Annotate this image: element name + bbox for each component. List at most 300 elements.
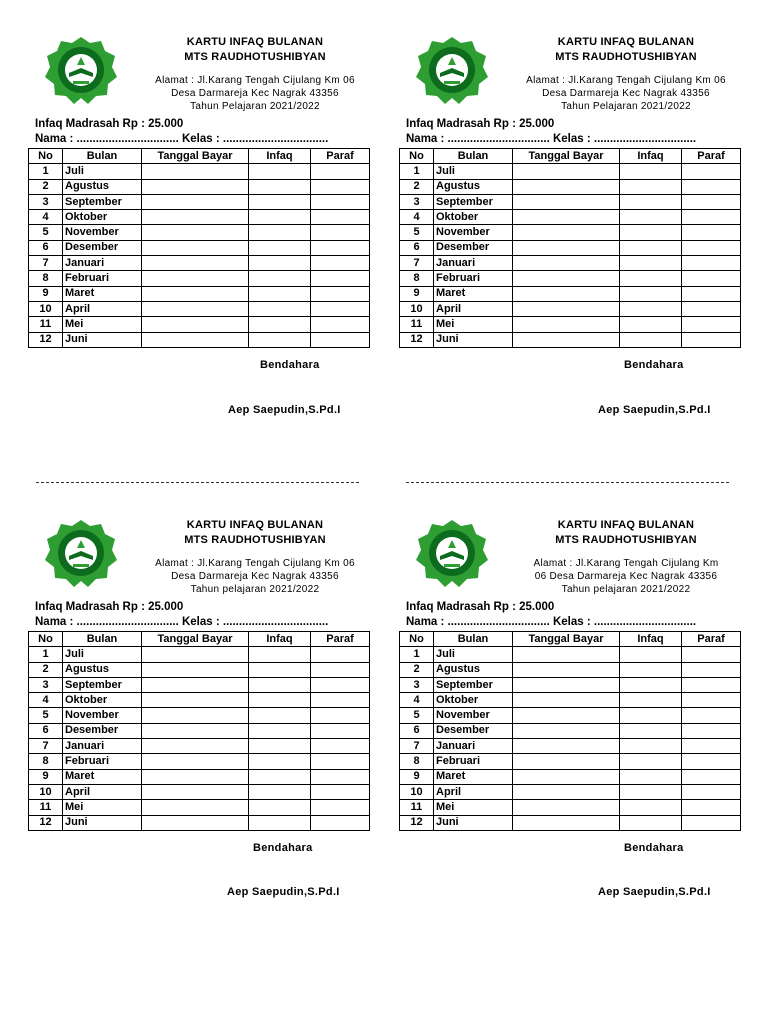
date-cell[interactable] bbox=[513, 739, 620, 754]
date-cell[interactable] bbox=[142, 194, 249, 209]
month-cell: November bbox=[63, 708, 142, 723]
date-cell[interactable] bbox=[513, 784, 620, 799]
signature-cell[interactable] bbox=[311, 815, 370, 830]
date-cell[interactable] bbox=[142, 723, 249, 738]
signature-cell[interactable] bbox=[311, 800, 370, 815]
date-cell[interactable] bbox=[513, 754, 620, 769]
date-cell[interactable] bbox=[513, 179, 620, 194]
date-cell[interactable] bbox=[513, 194, 620, 209]
amount-cell[interactable] bbox=[620, 271, 682, 286]
row-number: 2 bbox=[400, 662, 434, 677]
signature-cell[interactable] bbox=[311, 708, 370, 723]
date-cell[interactable] bbox=[513, 225, 620, 240]
row-number: 3 bbox=[400, 194, 434, 209]
amount-cell[interactable] bbox=[249, 784, 311, 799]
month-cell: Oktober bbox=[63, 210, 142, 225]
date-cell[interactable] bbox=[513, 210, 620, 225]
amount-cell[interactable] bbox=[620, 332, 682, 347]
row-number: 10 bbox=[400, 784, 434, 799]
amount-cell[interactable] bbox=[249, 225, 311, 240]
row-number: 5 bbox=[400, 708, 434, 723]
amount-cell[interactable] bbox=[249, 179, 311, 194]
school-logo-icon bbox=[41, 518, 121, 588]
month-cell: November bbox=[434, 225, 513, 240]
month-cell: Maret bbox=[63, 769, 142, 784]
month-cell: Desember bbox=[63, 723, 142, 738]
month-cell: Januari bbox=[63, 256, 142, 271]
date-cell[interactable] bbox=[513, 240, 620, 255]
payment-table bbox=[399, 631, 741, 831]
signature-cell[interactable] bbox=[682, 317, 741, 332]
row-number: 9 bbox=[29, 769, 63, 784]
signature-cell[interactable] bbox=[682, 708, 741, 723]
month-cell: Oktober bbox=[434, 693, 513, 708]
month-cell: Juni bbox=[434, 815, 513, 830]
date-cell[interactable] bbox=[513, 301, 620, 316]
row-number: 3 bbox=[29, 194, 63, 209]
amount-cell[interactable] bbox=[249, 194, 311, 209]
row-number: 7 bbox=[29, 739, 63, 754]
date-cell[interactable] bbox=[142, 271, 249, 286]
table-row bbox=[400, 225, 741, 240]
amount-cell[interactable] bbox=[249, 769, 311, 784]
row-number: 11 bbox=[400, 800, 434, 815]
row-number: 9 bbox=[400, 769, 434, 784]
signature-cell[interactable] bbox=[682, 754, 741, 769]
date-cell[interactable] bbox=[142, 240, 249, 255]
row-number: 11 bbox=[29, 317, 63, 332]
school-name: MTS RAUDHOTUSHIBYAN bbox=[184, 51, 326, 63]
amount-cell[interactable] bbox=[620, 754, 682, 769]
treasurer-name: Aep Saepudin,S.Pd.I bbox=[228, 404, 341, 416]
table-header-row bbox=[29, 149, 370, 164]
payment-table bbox=[399, 148, 741, 348]
amount-cell[interactable] bbox=[249, 815, 311, 830]
row-number: 10 bbox=[29, 301, 63, 316]
date-cell[interactable] bbox=[142, 754, 249, 769]
signature-cell[interactable] bbox=[682, 194, 741, 209]
table-row bbox=[29, 677, 370, 692]
date-cell[interactable] bbox=[513, 693, 620, 708]
date-cell[interactable] bbox=[142, 662, 249, 677]
row-number: 2 bbox=[400, 179, 434, 194]
date-cell[interactable] bbox=[513, 800, 620, 815]
row-number: 2 bbox=[29, 662, 63, 677]
name-class-line: Nama : ................................ Kelas : ................................ bbox=[406, 133, 697, 145]
amount-cell[interactable] bbox=[620, 662, 682, 677]
signature-cell[interactable] bbox=[311, 225, 370, 240]
signature-cell[interactable] bbox=[311, 210, 370, 225]
signature-cell[interactable] bbox=[311, 286, 370, 301]
amount-cell[interactable] bbox=[249, 301, 311, 316]
month-cell: September bbox=[63, 677, 142, 692]
signature-cell[interactable] bbox=[311, 647, 370, 662]
table-row bbox=[400, 317, 741, 332]
address-line: Desa Darmareja Kec Nagrak 43356 bbox=[171, 88, 339, 99]
table-row bbox=[400, 271, 741, 286]
date-cell[interactable] bbox=[142, 301, 249, 316]
date-cell[interactable] bbox=[513, 677, 620, 692]
header-tanggal-bayar: Tanggal Bayar bbox=[513, 149, 620, 164]
payment-table bbox=[28, 148, 370, 348]
header-infaq: Infaq bbox=[620, 149, 682, 164]
month-cell: Mei bbox=[434, 317, 513, 332]
amount-cell[interactable] bbox=[249, 317, 311, 332]
amount-cell[interactable] bbox=[620, 815, 682, 830]
table-row bbox=[29, 179, 370, 194]
table-row bbox=[29, 317, 370, 332]
amount-cell[interactable] bbox=[620, 301, 682, 316]
treasurer-name: Aep Saepudin,S.Pd.I bbox=[227, 886, 340, 898]
table-row bbox=[29, 800, 370, 815]
amount-cell[interactable] bbox=[620, 240, 682, 255]
signature-cell[interactable] bbox=[311, 317, 370, 332]
signature-cell[interactable] bbox=[682, 647, 741, 662]
school-name: MTS RAUDHOTUSHIBYAN bbox=[555, 534, 697, 546]
cut-line bbox=[406, 482, 729, 483]
date-cell[interactable] bbox=[142, 800, 249, 815]
signature-cell[interactable] bbox=[682, 240, 741, 255]
date-cell[interactable] bbox=[142, 739, 249, 754]
treasurer-title: Bendahara bbox=[624, 842, 684, 854]
amount-cell[interactable] bbox=[249, 677, 311, 692]
amount-cell[interactable] bbox=[620, 210, 682, 225]
table-row bbox=[400, 739, 741, 754]
header-bulan: Bulan bbox=[63, 632, 142, 647]
amount-cell[interactable] bbox=[620, 286, 682, 301]
signature-cell[interactable] bbox=[311, 784, 370, 799]
address-line: Desa Darmareja Kec Nagrak 43356 bbox=[542, 88, 710, 99]
amount-cell[interactable] bbox=[620, 784, 682, 799]
school-year: Tahun Pelajaran 2021/2022 bbox=[561, 101, 691, 112]
amount-cell[interactable] bbox=[620, 225, 682, 240]
signature-cell[interactable] bbox=[682, 210, 741, 225]
amount-cell[interactable] bbox=[249, 723, 311, 738]
month-cell: Juni bbox=[63, 332, 142, 347]
month-cell: Maret bbox=[434, 769, 513, 784]
date-cell[interactable] bbox=[513, 271, 620, 286]
school-year: Tahun pelajaran 2021/2022 bbox=[190, 584, 320, 595]
amount-cell[interactable] bbox=[620, 708, 682, 723]
table-row bbox=[400, 723, 741, 738]
row-number: 3 bbox=[400, 677, 434, 692]
signature-cell[interactable] bbox=[311, 662, 370, 677]
amount-cell[interactable] bbox=[249, 739, 311, 754]
header-infaq: Infaq bbox=[620, 632, 682, 647]
table-row bbox=[29, 256, 370, 271]
date-cell[interactable] bbox=[142, 286, 249, 301]
amount-cell[interactable] bbox=[249, 271, 311, 286]
school-logo-icon bbox=[412, 35, 492, 105]
row-number: 6 bbox=[400, 240, 434, 255]
signature-cell[interactable] bbox=[682, 815, 741, 830]
date-cell[interactable] bbox=[142, 317, 249, 332]
month-cell: Februari bbox=[63, 754, 142, 769]
amount-cell[interactable] bbox=[249, 286, 311, 301]
date-cell[interactable] bbox=[513, 332, 620, 347]
school-year: Tahun pelajaran 2021/2022 bbox=[561, 584, 691, 595]
row-number: 9 bbox=[29, 286, 63, 301]
amount-cell[interactable] bbox=[249, 708, 311, 723]
date-cell[interactable] bbox=[513, 815, 620, 830]
amount-cell[interactable] bbox=[249, 164, 311, 179]
signature-cell[interactable] bbox=[682, 769, 741, 784]
name-class-line: Nama : ................................ Kelas : ................................. bbox=[35, 616, 329, 628]
month-cell: April bbox=[63, 301, 142, 316]
name-class-line: Nama : ................................ Kelas : ................................ bbox=[406, 616, 697, 628]
month-cell: Oktober bbox=[434, 210, 513, 225]
row-number: 4 bbox=[400, 210, 434, 225]
header-tanggal-bayar: Tanggal Bayar bbox=[142, 149, 249, 164]
month-cell: Juli bbox=[63, 164, 142, 179]
month-cell: Juli bbox=[434, 164, 513, 179]
date-cell[interactable] bbox=[142, 693, 249, 708]
date-cell[interactable] bbox=[513, 164, 620, 179]
signature-cell[interactable] bbox=[682, 332, 741, 347]
date-cell[interactable] bbox=[513, 662, 620, 677]
amount-cell[interactable] bbox=[249, 800, 311, 815]
amount-cell[interactable] bbox=[620, 723, 682, 738]
table-row bbox=[29, 754, 370, 769]
row-number: 4 bbox=[29, 693, 63, 708]
header-bulan: Bulan bbox=[63, 149, 142, 164]
date-cell[interactable] bbox=[142, 784, 249, 799]
month-cell: Oktober bbox=[63, 693, 142, 708]
month-cell: Februari bbox=[434, 271, 513, 286]
row-number: 6 bbox=[400, 723, 434, 738]
row-number: 1 bbox=[29, 647, 63, 662]
table-row bbox=[29, 647, 370, 662]
address-line: Alamat : Jl.Karang Tengah Cijulang Km bbox=[533, 558, 719, 569]
signature-cell[interactable] bbox=[682, 693, 741, 708]
table-row bbox=[400, 332, 741, 347]
signature-cell[interactable] bbox=[311, 194, 370, 209]
month-cell: Maret bbox=[63, 286, 142, 301]
amount-cell[interactable] bbox=[249, 693, 311, 708]
amount-cell[interactable] bbox=[249, 647, 311, 662]
date-cell[interactable] bbox=[513, 708, 620, 723]
amount-cell[interactable] bbox=[620, 739, 682, 754]
date-cell[interactable] bbox=[142, 210, 249, 225]
row-number: 11 bbox=[29, 800, 63, 815]
date-cell[interactable] bbox=[142, 332, 249, 347]
card-title: KARTU INFAQ BULANAN bbox=[557, 519, 695, 531]
date-cell[interactable] bbox=[513, 256, 620, 271]
header-no: No bbox=[400, 632, 434, 647]
signature-cell[interactable] bbox=[311, 769, 370, 784]
signature-cell[interactable] bbox=[682, 301, 741, 316]
school-name: MTS RAUDHOTUSHIBYAN bbox=[555, 51, 697, 63]
signature-cell[interactable] bbox=[682, 225, 741, 240]
signature-cell[interactable] bbox=[682, 723, 741, 738]
date-cell[interactable] bbox=[513, 317, 620, 332]
date-cell[interactable] bbox=[142, 815, 249, 830]
month-cell: April bbox=[434, 301, 513, 316]
header-bulan: Bulan bbox=[434, 149, 513, 164]
date-cell[interactable] bbox=[142, 677, 249, 692]
signature-cell[interactable] bbox=[682, 739, 741, 754]
amount-cell[interactable] bbox=[620, 179, 682, 194]
date-cell[interactable] bbox=[142, 256, 249, 271]
month-cell: Januari bbox=[434, 739, 513, 754]
signature-cell[interactable] bbox=[682, 286, 741, 301]
table-row bbox=[400, 662, 741, 677]
row-number: 7 bbox=[400, 256, 434, 271]
amount-cell[interactable] bbox=[249, 240, 311, 255]
table-header-row bbox=[400, 149, 741, 164]
row-number: 1 bbox=[29, 164, 63, 179]
month-cell: Januari bbox=[434, 256, 513, 271]
amount-cell[interactable] bbox=[249, 210, 311, 225]
amount-cell[interactable] bbox=[620, 164, 682, 179]
month-cell: Agustus bbox=[434, 662, 513, 677]
date-cell[interactable] bbox=[513, 769, 620, 784]
signature-cell[interactable] bbox=[311, 332, 370, 347]
table-row bbox=[400, 256, 741, 271]
signature-cell[interactable] bbox=[682, 164, 741, 179]
address-line: Desa Darmareja Kec Nagrak 43356 bbox=[171, 571, 339, 582]
table-row bbox=[29, 225, 370, 240]
signature-cell[interactable] bbox=[682, 179, 741, 194]
table-row bbox=[29, 301, 370, 316]
month-cell: Desember bbox=[434, 240, 513, 255]
amount-cell[interactable] bbox=[620, 800, 682, 815]
payment-table bbox=[28, 631, 370, 831]
row-number: 7 bbox=[29, 256, 63, 271]
amount-cell[interactable] bbox=[249, 256, 311, 271]
signature-cell[interactable] bbox=[682, 784, 741, 799]
row-number: 8 bbox=[29, 271, 63, 286]
treasurer-name: Aep Saepudin,S.Pd.I bbox=[598, 404, 711, 416]
month-cell: Juni bbox=[63, 815, 142, 830]
month-cell: Juli bbox=[434, 647, 513, 662]
header-paraf: Paraf bbox=[682, 149, 741, 164]
amount-cell[interactable] bbox=[620, 317, 682, 332]
table-row bbox=[29, 708, 370, 723]
header-bulan: Bulan bbox=[434, 632, 513, 647]
amount-cell[interactable] bbox=[620, 769, 682, 784]
signature-cell[interactable] bbox=[311, 677, 370, 692]
date-cell[interactable] bbox=[142, 708, 249, 723]
infaq-amount: Infaq Madrasah Rp : 25.000 bbox=[406, 601, 555, 613]
amount-cell[interactable] bbox=[620, 647, 682, 662]
table-row bbox=[29, 769, 370, 784]
signature-cell[interactable] bbox=[682, 271, 741, 286]
cut-line bbox=[36, 482, 359, 483]
month-cell: Juni bbox=[434, 332, 513, 347]
amount-cell[interactable] bbox=[620, 677, 682, 692]
table-row bbox=[400, 194, 741, 209]
amount-cell[interactable] bbox=[249, 754, 311, 769]
table-row bbox=[400, 708, 741, 723]
date-cell[interactable] bbox=[142, 179, 249, 194]
amount-cell[interactable] bbox=[249, 332, 311, 347]
month-cell: Mei bbox=[63, 317, 142, 332]
signature-cell[interactable] bbox=[682, 677, 741, 692]
signature-cell[interactable] bbox=[311, 256, 370, 271]
amount-cell[interactable] bbox=[620, 194, 682, 209]
amount-cell[interactable] bbox=[249, 662, 311, 677]
signature-cell[interactable] bbox=[311, 693, 370, 708]
date-cell[interactable] bbox=[142, 647, 249, 662]
signature-cell[interactable] bbox=[682, 256, 741, 271]
date-cell[interactable] bbox=[142, 164, 249, 179]
table-row bbox=[400, 210, 741, 225]
row-number: 4 bbox=[29, 210, 63, 225]
table-row bbox=[29, 271, 370, 286]
month-cell: September bbox=[434, 677, 513, 692]
month-cell: Maret bbox=[434, 286, 513, 301]
infaq-amount: Infaq Madrasah Rp : 25.000 bbox=[35, 118, 184, 130]
month-cell: Agustus bbox=[63, 179, 142, 194]
table-row bbox=[29, 210, 370, 225]
signature-cell[interactable] bbox=[311, 754, 370, 769]
month-cell: September bbox=[63, 194, 142, 209]
row-number: 11 bbox=[400, 317, 434, 332]
table-row bbox=[29, 693, 370, 708]
amount-cell[interactable] bbox=[620, 693, 682, 708]
date-cell[interactable] bbox=[142, 769, 249, 784]
signature-cell[interactable] bbox=[311, 179, 370, 194]
infaq-card-2 bbox=[406, 25, 751, 470]
date-cell[interactable] bbox=[142, 225, 249, 240]
table-row bbox=[29, 723, 370, 738]
table-row bbox=[29, 194, 370, 209]
row-number: 3 bbox=[29, 677, 63, 692]
date-cell[interactable] bbox=[513, 723, 620, 738]
table-row bbox=[400, 179, 741, 194]
header-paraf: Paraf bbox=[311, 149, 370, 164]
school-name: MTS RAUDHOTUSHIBYAN bbox=[184, 534, 326, 546]
row-number: 4 bbox=[400, 693, 434, 708]
signature-cell[interactable] bbox=[311, 271, 370, 286]
signature-cell[interactable] bbox=[311, 739, 370, 754]
signature-cell[interactable] bbox=[311, 723, 370, 738]
signature-cell[interactable] bbox=[311, 240, 370, 255]
month-cell: Mei bbox=[63, 800, 142, 815]
date-cell[interactable] bbox=[513, 647, 620, 662]
month-cell: Januari bbox=[63, 739, 142, 754]
month-cell: April bbox=[63, 784, 142, 799]
signature-cell[interactable] bbox=[682, 662, 741, 677]
header-no: No bbox=[29, 632, 63, 647]
month-cell: November bbox=[63, 225, 142, 240]
treasurer-title: Bendahara bbox=[624, 359, 684, 371]
month-cell: Mei bbox=[434, 800, 513, 815]
school-logo-icon bbox=[41, 35, 121, 105]
month-cell: Desember bbox=[63, 240, 142, 255]
month-cell: Agustus bbox=[434, 179, 513, 194]
table-row bbox=[400, 815, 741, 830]
table-row bbox=[400, 769, 741, 784]
table-row bbox=[29, 286, 370, 301]
row-number: 1 bbox=[400, 164, 434, 179]
header-no: No bbox=[400, 149, 434, 164]
date-cell[interactable] bbox=[513, 286, 620, 301]
row-number: 2 bbox=[29, 179, 63, 194]
table-row bbox=[400, 754, 741, 769]
table-row bbox=[400, 693, 741, 708]
header-paraf: Paraf bbox=[682, 632, 741, 647]
row-number: 5 bbox=[29, 225, 63, 240]
table-row bbox=[29, 240, 370, 255]
signature-cell[interactable] bbox=[682, 800, 741, 815]
row-number: 12 bbox=[400, 332, 434, 347]
signature-cell[interactable] bbox=[311, 164, 370, 179]
row-number: 7 bbox=[400, 739, 434, 754]
amount-cell[interactable] bbox=[620, 256, 682, 271]
signature-cell[interactable] bbox=[311, 301, 370, 316]
